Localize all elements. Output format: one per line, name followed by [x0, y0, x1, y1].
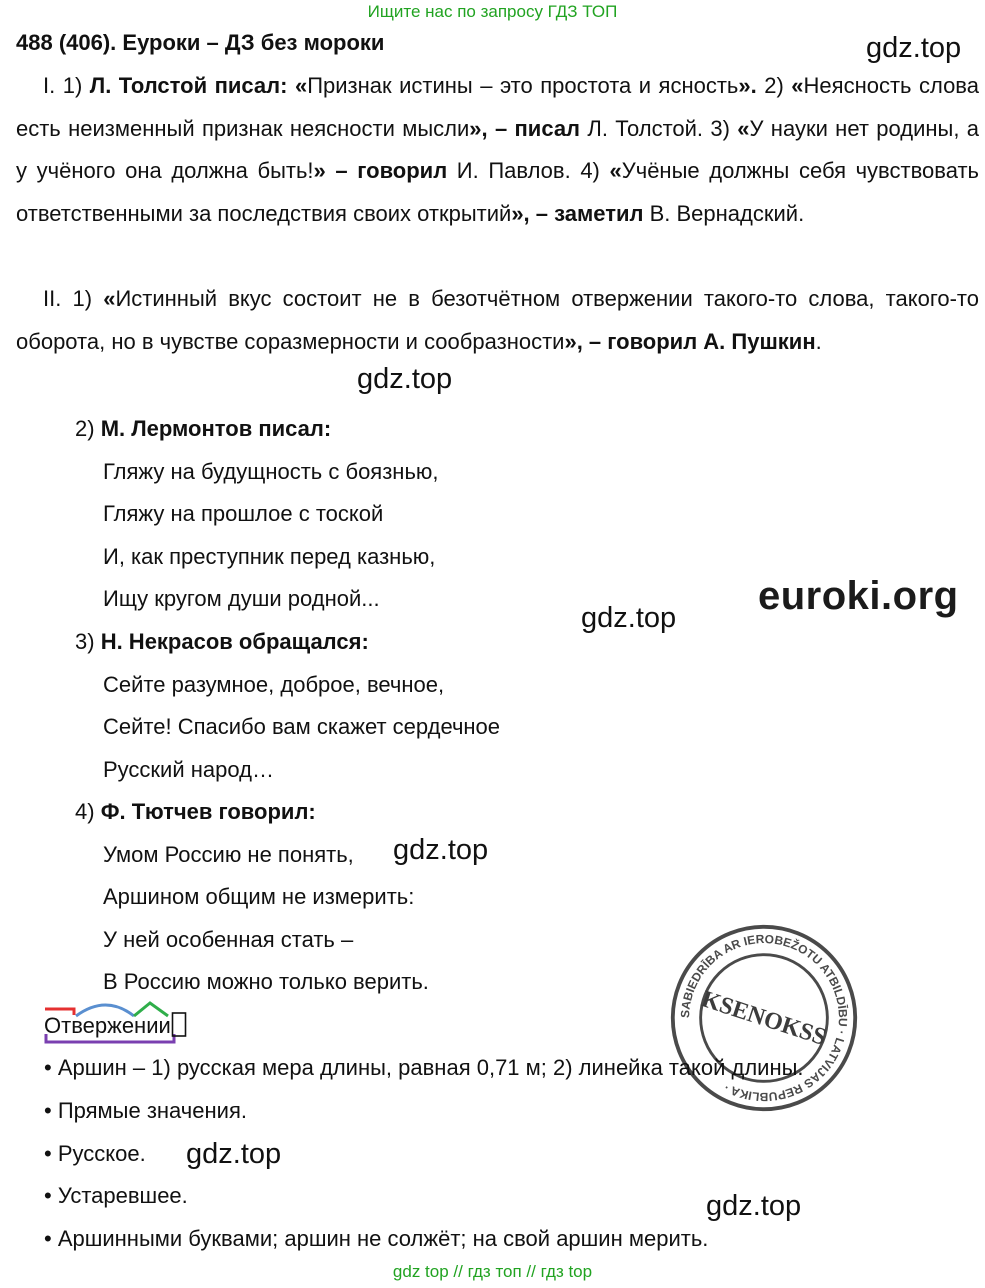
watermark: gdz.top: [706, 1190, 802, 1222]
poem-line: Умом Россию не понять,: [103, 842, 354, 867]
paragraph-part-1: I. 1) Л. Толстой писал: «Признак истины – это простота и ясность». 2) «Неясность слова есть неизменный признак неясности мысли», – писал Л. Толстой. 3) «У науки нет родины, а у учёного она должна быть!» – говорил И. Павлов. 4) «Учёные должны себя чувствовать ответственными за последствия своих открытий», – заметил В. Вернадский.: [16, 73, 979, 226]
watermark: gdz.top: [866, 32, 962, 64]
poem-line: Русский народ…: [103, 757, 274, 782]
poem-line: Сейте разумное, доброе, вечное,: [103, 672, 445, 697]
poem-line: Аршином общим не измерить:: [103, 884, 415, 909]
paragraph-part-2: II. 1) «Истинный вкус состоит не в безотчётном отвержении такого-то слова, такого-то оборота, но в чувстве соразмерности и сообразности», – говорил А. Пушкин.: [16, 286, 979, 354]
stamp-ring-text: SABIEDRĪBA AR IEROBEŽOTU ATBILDĪBU · LATVIJAS REPUBLIKA ·: [678, 932, 850, 1104]
item-2-header: 2) М. Лермонтов писал:: [75, 416, 332, 441]
watermark: gdz.top: [357, 363, 453, 395]
poem-line: Сейте! Спасибо вам скажет сердечное: [103, 714, 501, 739]
company-stamp: [668, 922, 860, 1114]
page-heading: 488 (406). Еуроки – ДЗ без мороки: [16, 30, 385, 55]
footer-links[interactable]: gdz top // гдз топ // гдз top: [392, 1262, 593, 1281]
watermark: gdz.top: [581, 602, 677, 634]
item-4-header: 4) Ф. Тютчев говорил:: [75, 799, 316, 824]
top-search-hint[interactable]: Ищите нас по запросу ГДЗ ТОП: [367, 2, 618, 21]
poem-line: В Россию можно только верить.: [103, 969, 429, 994]
bullet-item: • Аршинными буквами; аршин не солжёт; на свой аршин мерить.: [44, 1226, 709, 1251]
poem-line: Гляжу на прошлое с тоской: [103, 501, 384, 526]
poem-line: Ищу кругом души родной...: [103, 586, 380, 611]
poem-line: И, как преступник перед казнью,: [103, 544, 436, 569]
poem-line: Гляжу на будущность с боязнью,: [103, 459, 439, 484]
poem-line: У ней особенная стать –: [103, 927, 354, 952]
euroki-logo: euroki.org: [758, 574, 959, 618]
morphemic-word: Отвержении: [44, 1013, 171, 1038]
item-3-header: 3) Н. Некрасов обращался:: [75, 629, 369, 654]
watermark: gdz.top: [186, 1138, 282, 1170]
bullet-item: • Прямые значения.: [44, 1098, 247, 1123]
word-ending: и: [158, 1013, 171, 1038]
bullet-item: • Русское.: [44, 1141, 146, 1166]
stamp-center-text: KSENOKSS: [698, 986, 830, 1052]
bullet-item: • Аршин – 1) русская мера длины, равная 0,71 м; 2) линейка такой длины.: [44, 1055, 804, 1080]
watermark: gdz.top: [393, 834, 489, 866]
bullet-item: • Устаревшее.: [44, 1183, 188, 1208]
